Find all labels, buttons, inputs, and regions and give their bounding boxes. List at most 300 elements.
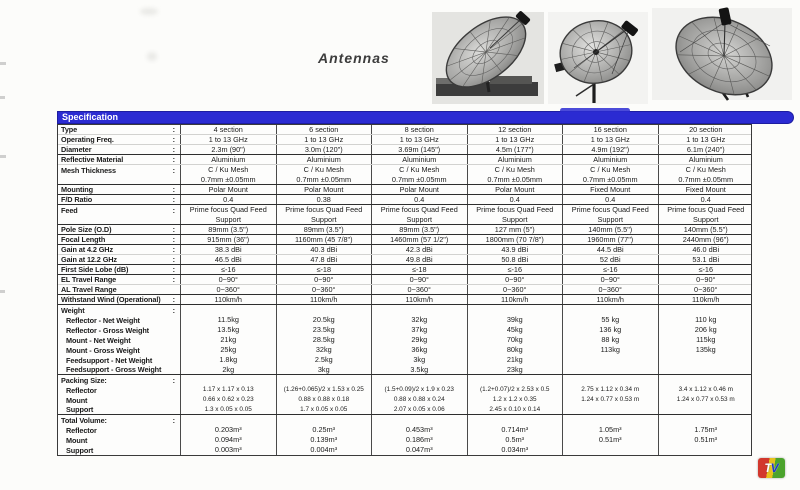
spec-cell: ≤-18	[276, 265, 372, 274]
row-label-text: First Side Lobe (dB)	[61, 265, 129, 274]
table-row-support	[58, 445, 751, 455]
spec-cell: 2kg	[180, 365, 276, 374]
row-label-text: Pole Size (O.D)	[61, 225, 112, 234]
spec-cell: 29kg	[371, 335, 467, 345]
spec-cell: Aluminium	[658, 155, 754, 164]
scan-mark	[147, 52, 157, 61]
row-label-text: Mount	[66, 435, 88, 445]
table-row-mesh-thickness	[58, 165, 751, 175]
spec-cell: 1460mm (57 1/2")	[371, 235, 467, 244]
table-row-continuation	[58, 175, 751, 185]
table-row-feedsupport-gross-weight	[58, 365, 751, 375]
spec-cell: 0.139m³	[276, 435, 372, 445]
spec-cell: 0.88 x 0.88 x 0.18	[276, 395, 372, 405]
dish-mesh-illustration	[648, 4, 796, 104]
table-row-packing-size	[58, 375, 751, 385]
row-label-text: Operating Freq.	[61, 135, 114, 144]
spec-cell: 1 to 13 GHz	[658, 135, 754, 144]
row-label	[58, 375, 180, 385]
spec-cell	[180, 375, 276, 385]
row-label-colon: :	[172, 135, 175, 144]
row-label-text: Mounting	[61, 185, 94, 194]
row-label-colon: :	[172, 295, 175, 304]
spec-cell: 6 section	[276, 125, 372, 134]
spec-cell: ≤-16	[658, 265, 754, 274]
spec-cell	[180, 305, 276, 315]
spec-cell	[467, 375, 563, 385]
row-label	[58, 415, 180, 425]
row-label	[58, 275, 180, 284]
spec-cell: (1.5+0.09)/2 x 1.9 x 0.23	[371, 385, 467, 395]
specification-header-bar	[57, 111, 794, 124]
row-label	[58, 235, 180, 244]
spec-cell: 6.1m (240")	[658, 145, 754, 154]
row-label	[58, 145, 180, 154]
antenna-photo-2	[546, 10, 651, 111]
spec-cell	[658, 305, 754, 315]
spec-cell: 45kg	[467, 325, 563, 335]
spec-cell: 915mm (36")	[180, 235, 276, 244]
scan-mark-marker	[560, 108, 630, 113]
spec-cell: 55 kg	[562, 315, 658, 325]
spec-cell: Prime focus Quad Feed	[180, 205, 276, 215]
row-label	[58, 125, 180, 134]
spec-cell: 1.17 x 1.17 x 0.13	[180, 385, 276, 395]
spec-cell: C / Ku Mesh	[562, 165, 658, 175]
spec-cell: C / Ku Mesh	[371, 165, 467, 175]
spec-cell: 25kg	[180, 345, 276, 355]
spec-cell: (1.26+0.065)/2 x 1.53 x 0.25	[276, 385, 372, 395]
table-row-diameter	[58, 145, 751, 155]
spec-cell: 43.9 dBi	[467, 245, 563, 254]
row-label-text: Mount - Gross Weight	[66, 345, 140, 355]
spec-cell: 0~90°	[276, 275, 372, 284]
spec-cell	[562, 305, 658, 315]
spec-cell: Prime focus Quad Feed	[658, 205, 754, 215]
spec-cell: 32kg	[371, 315, 467, 325]
spec-cell: 88 kg	[562, 335, 658, 345]
row-label	[58, 425, 180, 435]
spec-cell: 0~90°	[562, 275, 658, 284]
spec-cell: 80kg	[467, 345, 563, 355]
table-row-feed	[58, 205, 751, 215]
table-row-pole-size-o-d	[58, 225, 751, 235]
row-label	[58, 215, 180, 224]
spec-cell: 0.5m³	[467, 435, 563, 445]
spec-cell: 42.3 dBi	[371, 245, 467, 254]
spec-cell	[180, 415, 276, 425]
spec-cell: 0~360°	[562, 285, 658, 294]
spec-cell: Prime focus Quad Feed	[467, 205, 563, 215]
spec-cell: 1800mm (70 7/8")	[467, 235, 563, 244]
spec-cell: 2.3m (90")	[180, 145, 276, 154]
table-row-continuation	[58, 215, 751, 225]
spec-cell: 1.3 x 0.05 x 0.05	[180, 405, 276, 414]
table-row-el-travel-range	[58, 275, 751, 285]
spec-cell: 46.5 dBi	[180, 255, 276, 264]
row-label-text: Total Volume:	[61, 415, 107, 425]
spec-cell: 0.4	[371, 195, 467, 204]
spec-cell	[562, 365, 658, 374]
spec-cell: Support	[180, 215, 276, 224]
spec-cell: 36kg	[371, 345, 467, 355]
spec-cell	[276, 415, 372, 425]
spec-cell	[658, 405, 754, 414]
spec-cell: Support	[371, 215, 467, 224]
table-row-mounting	[58, 185, 751, 195]
spec-cell: Support	[658, 215, 754, 224]
spec-cell: 21kg	[180, 335, 276, 345]
row-label	[58, 385, 180, 395]
dish-mesh-illustration	[428, 4, 548, 108]
row-label	[58, 165, 180, 175]
spec-cell: Aluminium	[371, 155, 467, 164]
row-label-text: EL Travel Range	[61, 275, 117, 284]
row-label	[58, 435, 180, 445]
spec-cell: 38.3 dBi	[180, 245, 276, 254]
spec-cell	[658, 375, 754, 385]
spec-cell: Polar Mount	[276, 185, 372, 194]
table-row-reflector-gross-weight	[58, 325, 751, 335]
spec-cell: 0.4	[658, 195, 754, 204]
spec-cell: Support	[276, 215, 372, 224]
table-row-reflective-material	[58, 155, 751, 165]
row-label-colon: :	[172, 275, 175, 284]
table-row-withstand-wind-operational	[58, 295, 751, 305]
row-label	[58, 445, 180, 455]
spec-cell: 47.8 dBi	[276, 255, 372, 264]
spec-cell: 0.4	[180, 195, 276, 204]
row-label	[58, 175, 180, 184]
row-label	[58, 195, 180, 204]
row-label-colon: :	[172, 245, 175, 254]
row-label	[58, 355, 180, 365]
row-label-text: Feedsupport - Net Weight	[66, 355, 153, 365]
specification-header-label: Specification	[62, 112, 119, 122]
row-label	[58, 185, 180, 194]
table-row-support	[58, 405, 751, 415]
spec-cell: 0.4	[467, 195, 563, 204]
row-label-text: Weight	[61, 305, 85, 315]
spec-cell: Prime focus Quad Feed	[562, 205, 658, 215]
spec-cell	[371, 415, 467, 425]
spec-cell: Support	[562, 215, 658, 224]
spec-cell: 0~90°	[467, 275, 563, 284]
row-label	[58, 155, 180, 164]
spec-cell: 1.7 x 0.05 x 0.05	[276, 405, 372, 414]
spec-cell: 3kg	[276, 365, 372, 374]
spec-cell: 20.5kg	[276, 315, 372, 325]
table-row-f-d-ratio	[58, 195, 751, 205]
row-label-text: Mesh Thickness	[61, 165, 116, 175]
row-label	[58, 225, 180, 234]
spec-cell: 0.203m³	[180, 425, 276, 435]
spec-cell: 23.5kg	[276, 325, 372, 335]
spec-cell: 40.3 dBi	[276, 245, 372, 254]
spec-cell: 0.7mm ±0.05mm	[276, 175, 372, 184]
row-label	[58, 265, 180, 274]
row-label-text: Packing Size:	[61, 375, 107, 385]
table-row-mount-gross-weight	[58, 345, 751, 355]
table-row-reflector	[58, 385, 751, 395]
spec-cell: Polar Mount	[467, 185, 563, 194]
row-label-colon: :	[172, 125, 175, 134]
spec-cell: C / Ku Mesh	[180, 165, 276, 175]
spec-cell	[562, 415, 658, 425]
spec-cell: 8 section	[371, 125, 467, 134]
table-row-reflector	[58, 425, 751, 435]
tv-logo-letter-v: V	[770, 461, 779, 475]
table-row-mount	[58, 395, 751, 405]
row-label-text: Focal Length	[61, 235, 106, 244]
spec-cell: 0~90°	[371, 275, 467, 284]
spec-cell: 4.9m (192")	[562, 145, 658, 154]
row-label-colon: :	[172, 145, 175, 154]
tv-logo-letter-t: T	[764, 461, 772, 475]
spec-cell: 0.034m³	[467, 445, 563, 455]
row-label-text: Feedsupport - Gross Weight	[66, 365, 162, 374]
spec-cell	[467, 305, 563, 315]
spec-cell: 110km/h	[180, 295, 276, 304]
spec-cell: 0.66 x 0.62 x 0.23	[180, 395, 276, 405]
scan-mark	[0, 96, 5, 99]
spec-cell: 0.7mm ±0.05mm	[658, 175, 754, 184]
spec-cell: 20 section	[658, 125, 754, 134]
spec-cell	[371, 375, 467, 385]
spec-cell: 49.8 dBi	[371, 255, 467, 264]
spec-cell	[562, 405, 658, 414]
row-label-text: Reflector - Gross Weight	[66, 325, 150, 335]
spec-cell: 0.88 x 0.88 x 0.24	[371, 395, 467, 405]
spec-cell: 1.24 x 0.77 x 0.53 m	[562, 395, 658, 405]
spec-cell: 0.25m³	[276, 425, 372, 435]
spec-cell: 52 dBi	[562, 255, 658, 264]
spec-cell: 2.07 x 0.05 x 0.06	[371, 405, 467, 414]
row-label-colon: :	[172, 205, 175, 215]
spec-cell	[562, 375, 658, 385]
spec-cell: ≤-16	[180, 265, 276, 274]
spec-cell: 0.714m³	[467, 425, 563, 435]
row-label-text: Reflector	[66, 385, 97, 395]
table-row-gain-at-12-2-ghz	[58, 255, 751, 265]
spec-cell: 0.4	[562, 195, 658, 204]
spec-cell: 0.047m³	[371, 445, 467, 455]
spec-cell: 1.05m³	[562, 425, 658, 435]
row-label-colon: :	[172, 185, 175, 194]
table-row-total-volume	[58, 415, 751, 425]
tv-logo	[758, 458, 785, 478]
row-label	[58, 405, 180, 414]
spec-cell: 16 section	[562, 125, 658, 134]
table-row-al-travel-range	[58, 285, 751, 295]
spec-cell: 0.004m³	[276, 445, 372, 455]
table-row-mount	[58, 435, 751, 445]
spec-cell: 21kg	[467, 355, 563, 365]
scan-mark	[0, 62, 6, 65]
table-row-focal-length	[58, 235, 751, 245]
spec-cell: Prime focus Quad Feed	[371, 205, 467, 215]
row-label-text: Gain at 4.2 GHz	[61, 245, 114, 254]
spec-cell: 140mm (5.5")	[562, 225, 658, 234]
row-label	[58, 335, 180, 345]
spec-cell: 113kg	[562, 345, 658, 355]
spec-cell: 0.003m³	[180, 445, 276, 455]
spec-cell: 3.0m (120")	[276, 145, 372, 154]
spec-cell: 2.75 x 1.12 x 0.34 m	[562, 385, 658, 395]
spec-cell: Aluminium	[562, 155, 658, 164]
row-label-text: Diameter	[61, 145, 92, 154]
row-label-text: Reflector - Net Weight	[66, 315, 140, 325]
spec-cell	[562, 355, 658, 365]
page-title: Antennas	[318, 50, 390, 66]
row-label-text: Mount	[66, 395, 88, 405]
spec-cell	[562, 445, 658, 455]
spec-cell: 0.7mm ±0.05mm	[467, 175, 563, 184]
spec-cell: 1.24 x 0.77 x 0.53 m	[658, 395, 754, 405]
spec-cell: ≤-18	[371, 265, 467, 274]
spec-cell: 110 kg	[658, 315, 754, 325]
spec-cell: 11.5kg	[180, 315, 276, 325]
dish-mesh-illustration	[546, 10, 651, 106]
spec-cell: Aluminium	[276, 155, 372, 164]
row-label	[58, 205, 180, 215]
spec-cell: 1 to 13 GHz	[562, 135, 658, 144]
spec-cell: C / Ku Mesh	[276, 165, 372, 175]
row-label	[58, 345, 180, 355]
row-label-text: Feed	[61, 205, 78, 215]
spec-cell: 1 to 13 GHz	[276, 135, 372, 144]
spec-cell: 110km/h	[562, 295, 658, 304]
row-label-colon: :	[172, 165, 175, 175]
spec-cell: ≤-16	[562, 265, 658, 274]
row-label-colon: :	[172, 155, 175, 164]
row-label-text: Gain at 12.2 GHz	[61, 255, 117, 264]
table-row-weight	[58, 305, 751, 315]
row-label-text: Reflective Material	[61, 155, 124, 164]
table-row-mount-net-weight	[58, 335, 751, 345]
row-label-text: Reflector	[66, 425, 97, 435]
table-row-reflector-net-weight	[58, 315, 751, 325]
antenna-photo-3	[648, 4, 796, 109]
spec-cell	[467, 415, 563, 425]
row-label-colon: :	[172, 235, 175, 244]
spec-cell: 0~360°	[371, 285, 467, 294]
spec-cell: 0.094m³	[180, 435, 276, 445]
spec-cell: (1.2+0.07)/2 x 2.53 x 0.5	[467, 385, 563, 395]
spec-table-body	[57, 124, 752, 456]
spec-cell: Polar Mount	[180, 185, 276, 194]
table-row-first-side-lobe-db	[58, 265, 751, 275]
spec-cell: 0~360°	[180, 285, 276, 294]
scan-mark	[0, 290, 5, 293]
spec-cell: 127 mm (5")	[467, 225, 563, 234]
spec-cell: 110km/h	[276, 295, 372, 304]
row-label	[58, 285, 180, 294]
table-row-feedsupport-net-weight	[58, 355, 751, 365]
spec-cell: 0.51m³	[658, 435, 754, 445]
spec-cell: 0~360°	[276, 285, 372, 294]
spec-cell: 23kg	[467, 365, 563, 374]
table-row-gain-at-4-2-ghz	[58, 245, 751, 255]
spec-cell: 32kg	[276, 345, 372, 355]
spec-cell: 1.75m³	[658, 425, 754, 435]
spec-cell: 3.69m (145")	[371, 145, 467, 154]
spec-cell: 1 to 13 GHz	[371, 135, 467, 144]
row-label-colon: :	[172, 195, 175, 204]
row-label	[58, 315, 180, 325]
row-label-colon: :	[172, 265, 175, 274]
spec-cell: Aluminium	[467, 155, 563, 164]
spec-cell: 70kg	[467, 335, 563, 345]
spec-cell: 2.5kg	[276, 355, 372, 365]
spec-cell: 1 to 13 GHz	[180, 135, 276, 144]
row-label	[58, 295, 180, 304]
spec-cell: 1 to 13 GHz	[467, 135, 563, 144]
row-label-text: AL Travel Range	[61, 285, 117, 294]
spec-cell	[371, 305, 467, 315]
spec-cell: 1.8kg	[180, 355, 276, 365]
spec-cell: 0~90°	[180, 275, 276, 284]
spec-cell: 53.1 dBi	[658, 255, 754, 264]
row-label-colon: :	[172, 225, 175, 234]
spec-cell: 0.7mm ±0.05mm	[562, 175, 658, 184]
spec-cell: 140mm (5.5")	[658, 225, 754, 234]
spec-cell: Support	[467, 215, 563, 224]
row-label-text: Type	[61, 125, 78, 134]
spec-cell: 89mm (3.5")	[371, 225, 467, 234]
row-label-colon: :	[172, 415, 175, 425]
spec-cell: C / Ku Mesh	[467, 165, 563, 175]
row-label	[58, 365, 180, 374]
spec-cell: 2.45 x 0.10 x 0.14	[467, 405, 563, 414]
spec-cell: 115kg	[658, 335, 754, 345]
row-label-text: Withstand Wind (Operational)	[61, 295, 161, 304]
spec-cell: 28.5kg	[276, 335, 372, 345]
spec-cell: 50.8 dBi	[467, 255, 563, 264]
spec-cell: 110km/h	[658, 295, 754, 304]
spec-cell: 0~360°	[467, 285, 563, 294]
spec-cell: 136 kg	[562, 325, 658, 335]
spec-cell: 3kg	[371, 355, 467, 365]
spec-cell: 1160mm (45 7/8")	[276, 235, 372, 244]
scan-mark	[0, 155, 6, 158]
spec-cell: 1960mm (77")	[562, 235, 658, 244]
spec-cell: 110km/h	[371, 295, 467, 304]
row-label	[58, 135, 180, 144]
row-label-text: Support	[66, 405, 94, 414]
spec-cell	[658, 365, 754, 374]
spec-cell: Fixed Mount	[658, 185, 754, 194]
spec-cell: 4.5m (177")	[467, 145, 563, 154]
spec-cell: Prime focus Quad Feed	[276, 205, 372, 215]
spec-cell: 12 section	[467, 125, 563, 134]
spec-cell: ≤-16	[467, 265, 563, 274]
spec-cell: 0.7mm ±0.05mm	[180, 175, 276, 184]
spec-cell: 206 kg	[658, 325, 754, 335]
spec-cell: 0.51m³	[562, 435, 658, 445]
spec-cell: 3.4 x 1.12 x 0.46 m	[658, 385, 754, 395]
spec-cell	[276, 305, 372, 315]
spec-cell	[658, 355, 754, 365]
scan-mark	[140, 8, 158, 15]
spec-cell: 1.2 x 1.2 x 0.35	[467, 395, 563, 405]
spec-cell: Polar Mount	[371, 185, 467, 194]
spec-cell: 0.38	[276, 195, 372, 204]
spec-cell: 89mm (3.5")	[180, 225, 276, 234]
spec-cell: 39kg	[467, 315, 563, 325]
row-label-colon: :	[172, 375, 175, 385]
spec-cell: C / Ku Mesh	[658, 165, 754, 175]
